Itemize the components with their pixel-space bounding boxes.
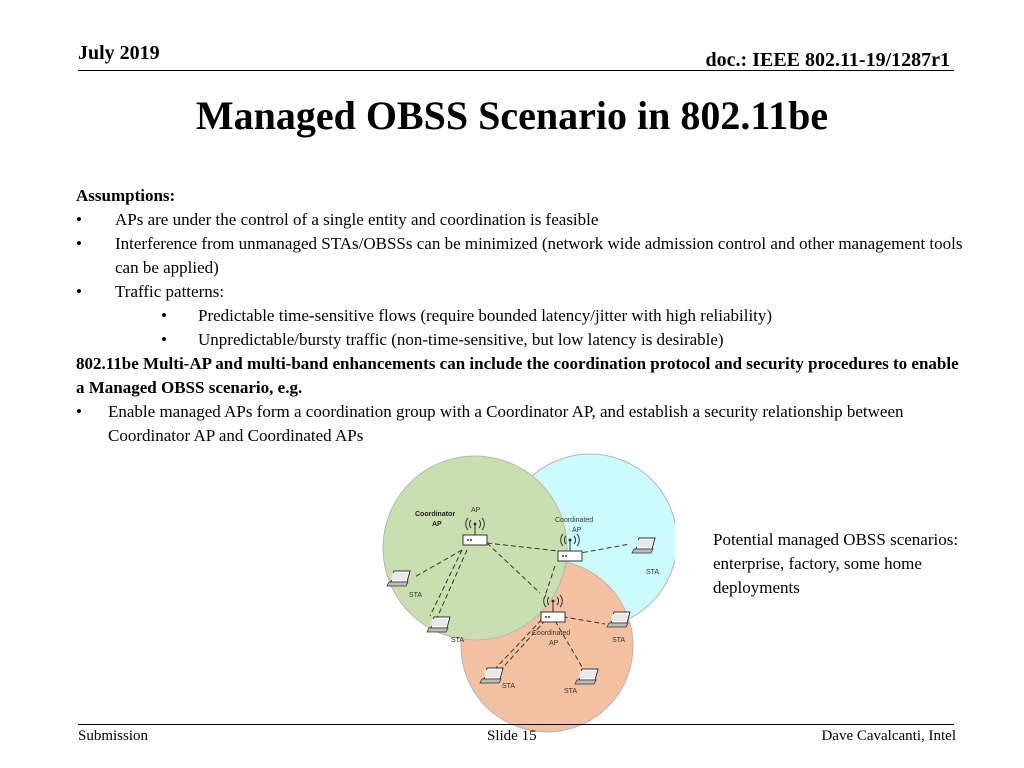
bullet-marker: • <box>76 234 82 253</box>
sta-label: STA <box>451 637 465 644</box>
bullet-marker: • <box>76 282 82 301</box>
bullet-text: APs are under the control of a single entity and coordination is feasible <box>115 210 599 229</box>
bullet-text: Traffic patterns: <box>115 282 225 301</box>
bullet-text: Predictable time-sensitive flows (require bounded latency/jitter with high reliability) <box>198 306 773 325</box>
coordinated-ap-bottom-label-ap: AP <box>549 640 559 647</box>
sta-label: STA <box>564 688 578 695</box>
managed-obss-diagram <box>375 446 675 736</box>
coordinator-ap-label-ap: AP <box>432 521 442 528</box>
traffic-sub-bullet-2 <box>76 328 966 352</box>
footer-author: Dave Cavalcanti, Intel <box>821 728 956 744</box>
ap-label: AP <box>471 507 481 514</box>
bullet-marker: • <box>76 210 82 229</box>
coordinated-ap-bottom-label: Coordinated <box>532 630 571 637</box>
bullet-text: Interference from unmanaged STAs/OBSSs can be minimized (network wide admission control and other management tools can be applied) <box>115 234 963 277</box>
bullet-marker: • <box>76 402 82 421</box>
sta-label: STA <box>612 637 626 644</box>
header-divider <box>78 70 954 71</box>
coordinated-ap-top-label: Coordinated <box>555 517 594 524</box>
footer-submission: Submission <box>78 728 149 744</box>
bullet-marker: • <box>161 330 167 349</box>
bullet-text: Unpredictable/bursty traffic (non-time-sensitive, but low latency is desirable) <box>198 330 724 349</box>
traffic-sub-bullet-1 <box>76 304 966 328</box>
side-note: Potential managed OBSS scenarios: enterprise, factory, some home deployments <box>713 530 959 597</box>
header-doc-id: doc.: IEEE 802.11-19/1287r1 <box>705 49 950 71</box>
bullet-text: Enable managed APs form a coordination group with a Coordinator AP, and establish a security relationship between Coordinator AP and Coordinated APs <box>108 402 904 445</box>
assumption-bullet-2 <box>76 232 966 280</box>
coordinator-bss-green-circle <box>383 456 567 640</box>
bullet-marker: • <box>161 306 167 325</box>
assumption-bullet-1 <box>76 208 966 232</box>
sta-label: STA <box>409 592 423 599</box>
sta-label: STA <box>646 569 660 576</box>
footer-slide-number: Slide 15 <box>487 728 537 744</box>
slide-title: Managed OBSS Scenario in 802.11be <box>195 93 829 138</box>
assumptions-heading: Assumptions: <box>76 186 176 205</box>
footer-divider <box>78 724 954 725</box>
sta-label: STA <box>502 683 516 690</box>
slide-body <box>76 184 966 448</box>
enhancements-heading: 802.11be Multi-AP and multi-band enhancements can include the coordination protocol and security procedures to enable a Managed OBSS scenario, e.g. <box>76 354 959 397</box>
enhancement-bullet-1 <box>76 400 966 448</box>
coordinated-ap-top-label-ap: AP <box>572 527 582 534</box>
coordinator-ap-label: Coordinator <box>415 511 456 518</box>
assumption-bullet-3 <box>76 280 966 304</box>
header-date: July 2019 <box>78 42 160 64</box>
